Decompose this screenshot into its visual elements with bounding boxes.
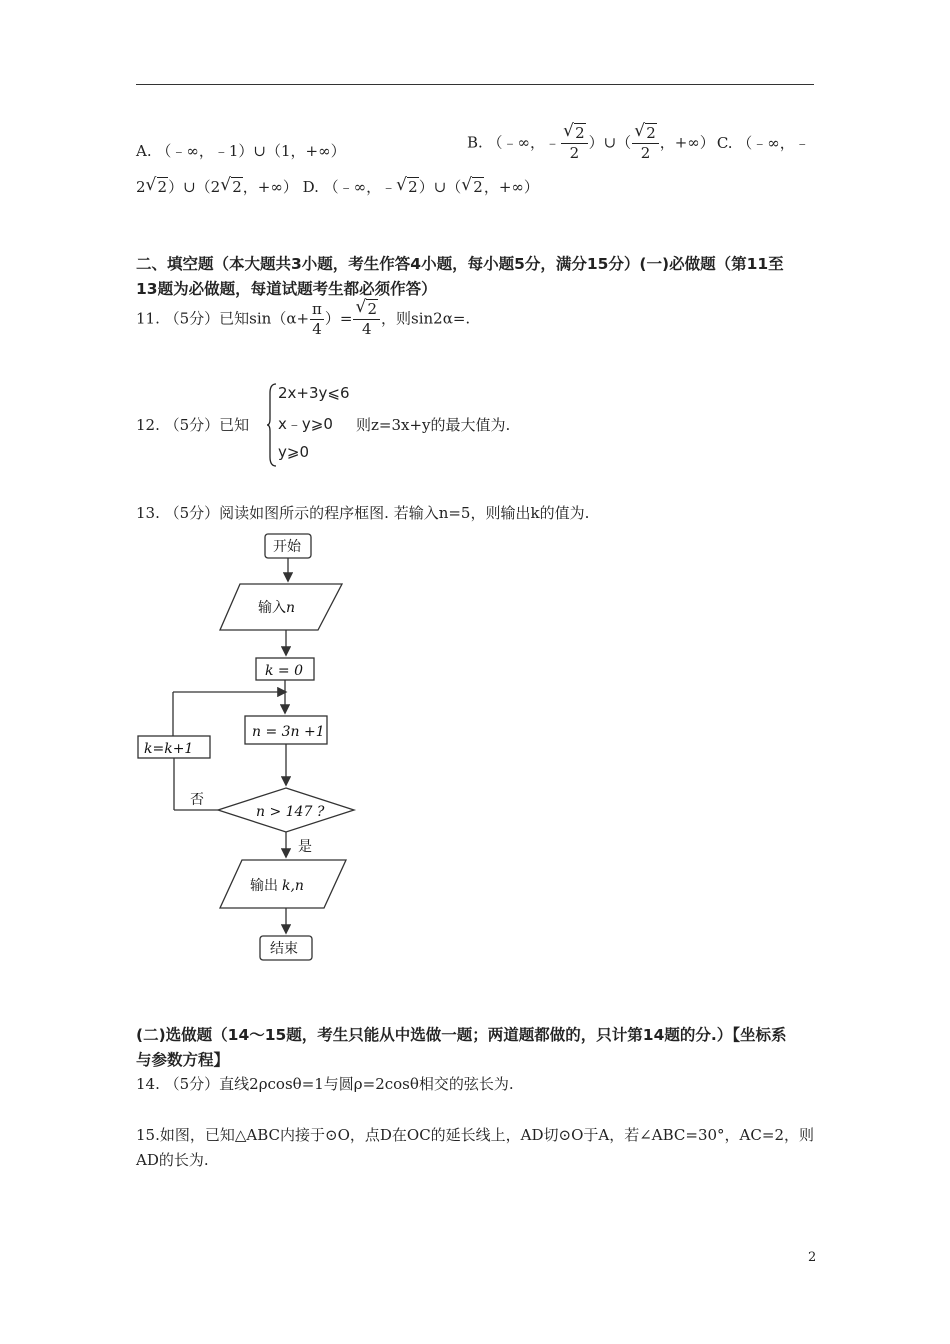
output-label: 输出 k,n bbox=[250, 878, 304, 894]
fraction: √ 2 2 bbox=[561, 126, 588, 161]
question-12-prefix: 12. （5分）已知 bbox=[136, 416, 250, 434]
inequality-3: y⩾0 bbox=[278, 443, 309, 461]
question-15-cont: AD的长为. bbox=[136, 1151, 209, 1169]
section-heading-cont: 13题为必做题，每道试题考生都必须作答） bbox=[136, 280, 437, 298]
fraction-root2-4: √ 2 4 bbox=[353, 302, 380, 337]
brace-icon bbox=[267, 383, 277, 467]
fraction: √ 2 2 bbox=[632, 126, 659, 161]
header-rule bbox=[136, 84, 814, 85]
start-label: 开始 bbox=[273, 539, 301, 555]
inequality-2: x﹣y⩾0 bbox=[278, 415, 333, 433]
update-label: n = 3n +1 bbox=[252, 724, 325, 740]
option-a: A. （﹣∞，﹣1）∪（1，+∞） bbox=[136, 142, 346, 160]
option-b: B. （﹣∞，﹣ √ 2 2 ）∪（ √ 2 2 ，+∞） C. （﹣∞，﹣ bbox=[467, 121, 810, 162]
fraction-pi-4: $\frac{\pi}{4}$ bbox=[312, 300, 322, 338]
section-heading: 二、填空题（本大题共3小题，考生作答4小题，每小题5分，满分15分）(一)必做题（第11至 bbox=[136, 255, 784, 273]
question-14: 14. （5分）直线2ρcosθ=1与圆ρ=2cosθ相交的弦长为. bbox=[136, 1075, 514, 1093]
question-11: 11. （5分）已知sin（α+ $\frac{\pi}{4}$ ）= √ 2 4 ，则sin2α=. bbox=[136, 297, 471, 338]
question-12-suffix: 则z=3x+y的最大值为. bbox=[356, 416, 511, 434]
question-13: 13. （5分）阅读如图所示的程序框图. 若输入n=5，则输出k的值为. bbox=[136, 504, 590, 522]
flowchart bbox=[130, 530, 370, 970]
init-label: k = 0 bbox=[265, 663, 304, 679]
end-label: 结束 bbox=[270, 941, 298, 957]
condition-label: n > 147 ? bbox=[256, 804, 325, 820]
optional-section-heading: (二)选做题（14～15题，考生只能从中选做一题；两道题都做的，只计第14题的分.）【坐标系 bbox=[136, 1026, 787, 1044]
input-label: 输入n bbox=[258, 600, 296, 616]
option-c-d-line: 2 √ 2）∪（2 √ 2，+∞） D. （﹣∞，﹣ √ 2）∪（ √ 2，+∞） bbox=[136, 175, 539, 196]
increment-label: k=k+1 bbox=[144, 741, 194, 757]
inequality-1: 2x+3y⩽6 bbox=[278, 384, 350, 402]
no-label: 否 bbox=[190, 792, 204, 808]
optional-section-heading-cont: 与参数方程】 bbox=[136, 1051, 230, 1069]
page-number: 2 bbox=[808, 1250, 817, 1265]
yes-label: 是 bbox=[298, 839, 312, 855]
question-15: 15.如图，已知△ABC内接于⊙O，点D在OC的延长线上，AD切⊙O于A，若∠ABC=30°，AC=2，则 bbox=[136, 1126, 814, 1144]
